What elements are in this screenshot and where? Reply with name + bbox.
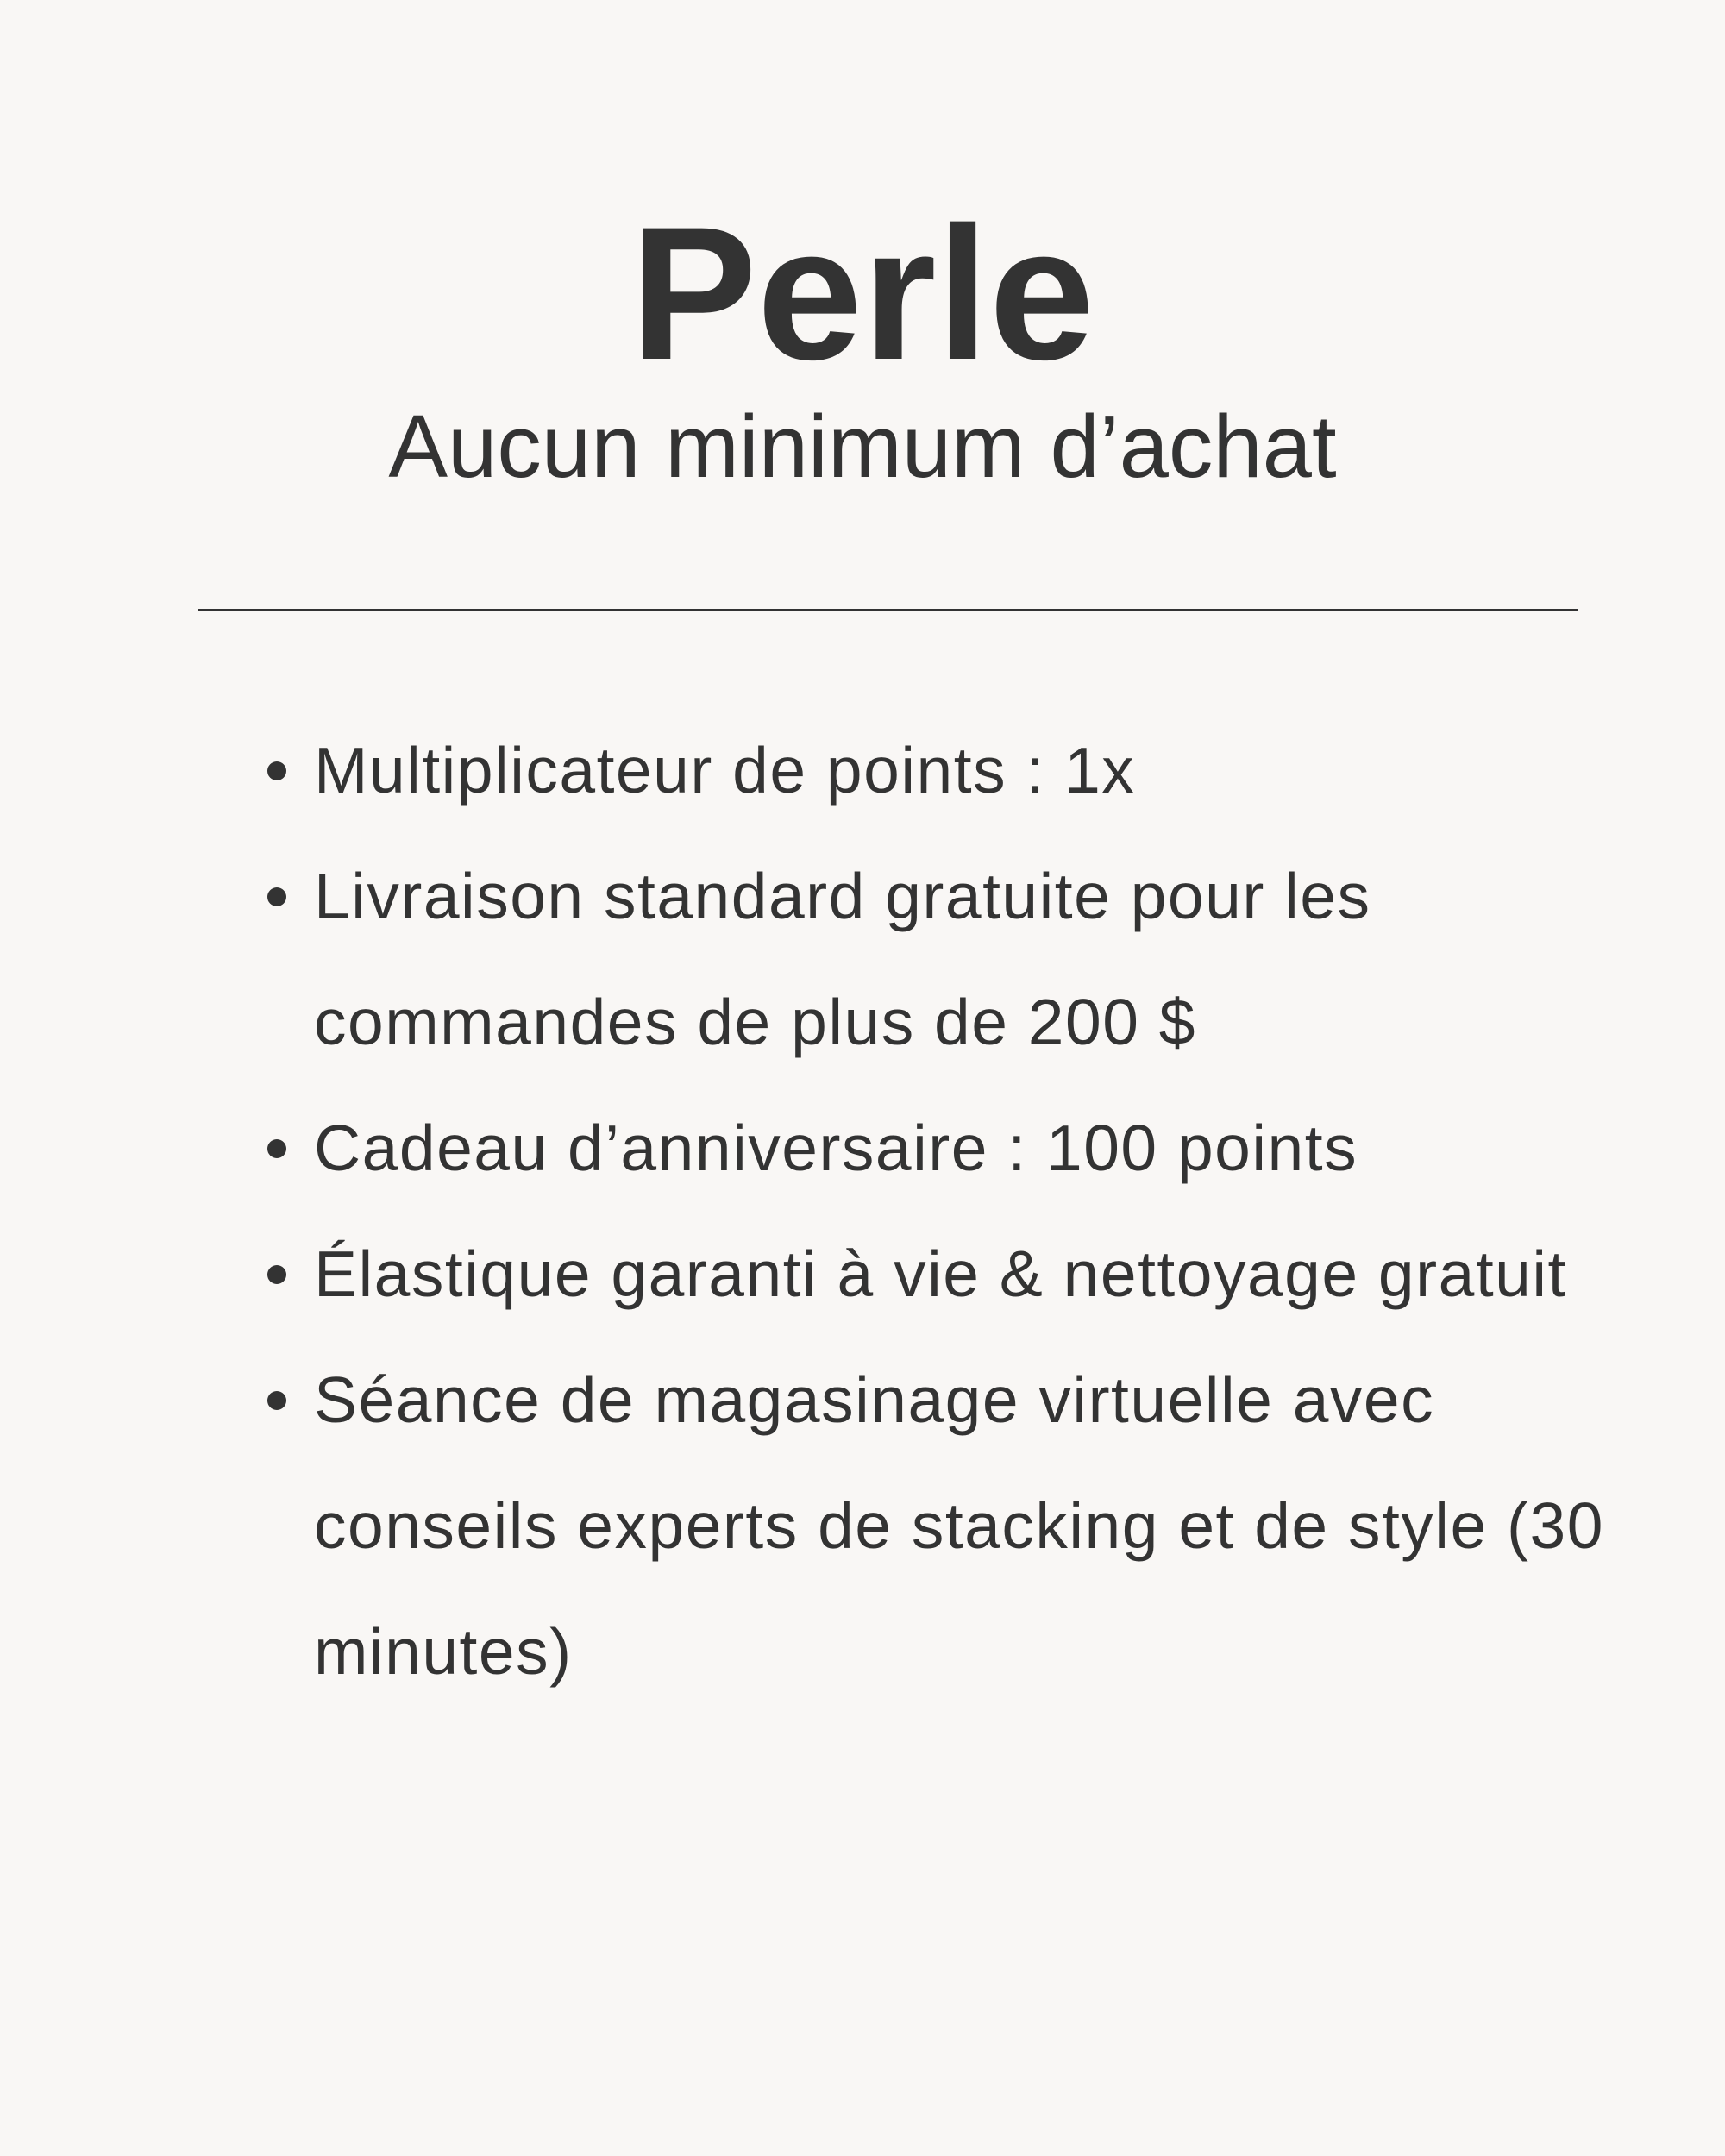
benefit-item <box>259 707 1604 833</box>
benefit-text: Séance de magasinage virtuelle avec conseils experts de stacking et de style (30 minutes) <box>314 1363 1604 1688</box>
benefit-text: Élastique garanti à vie & nettoyage gratuit <box>314 1238 1567 1310</box>
bullet-icon <box>267 1265 286 1284</box>
benefit-item <box>259 1085 1604 1211</box>
benefit-item <box>259 1337 1604 1714</box>
benefit-text: Livraison standard gratuite pour les commandes de plus de 200 $ <box>314 860 1371 1058</box>
benefit-item <box>259 1211 1604 1337</box>
bullet-icon <box>267 761 286 780</box>
tier-subtitle: Aucun minimum d’achat <box>388 397 1337 496</box>
bullet-icon <box>267 1391 286 1410</box>
tier-title: Perle <box>630 187 1095 399</box>
bullet-icon <box>267 1139 286 1158</box>
benefit-text: Multiplicateur de points : 1x <box>314 734 1136 806</box>
benefits-list <box>259 707 1604 1714</box>
benefit-item <box>259 833 1604 1085</box>
divider <box>198 609 1578 611</box>
bullet-icon <box>267 887 286 906</box>
benefit-text: Cadeau d’anniversaire : 100 points <box>314 1112 1358 1184</box>
